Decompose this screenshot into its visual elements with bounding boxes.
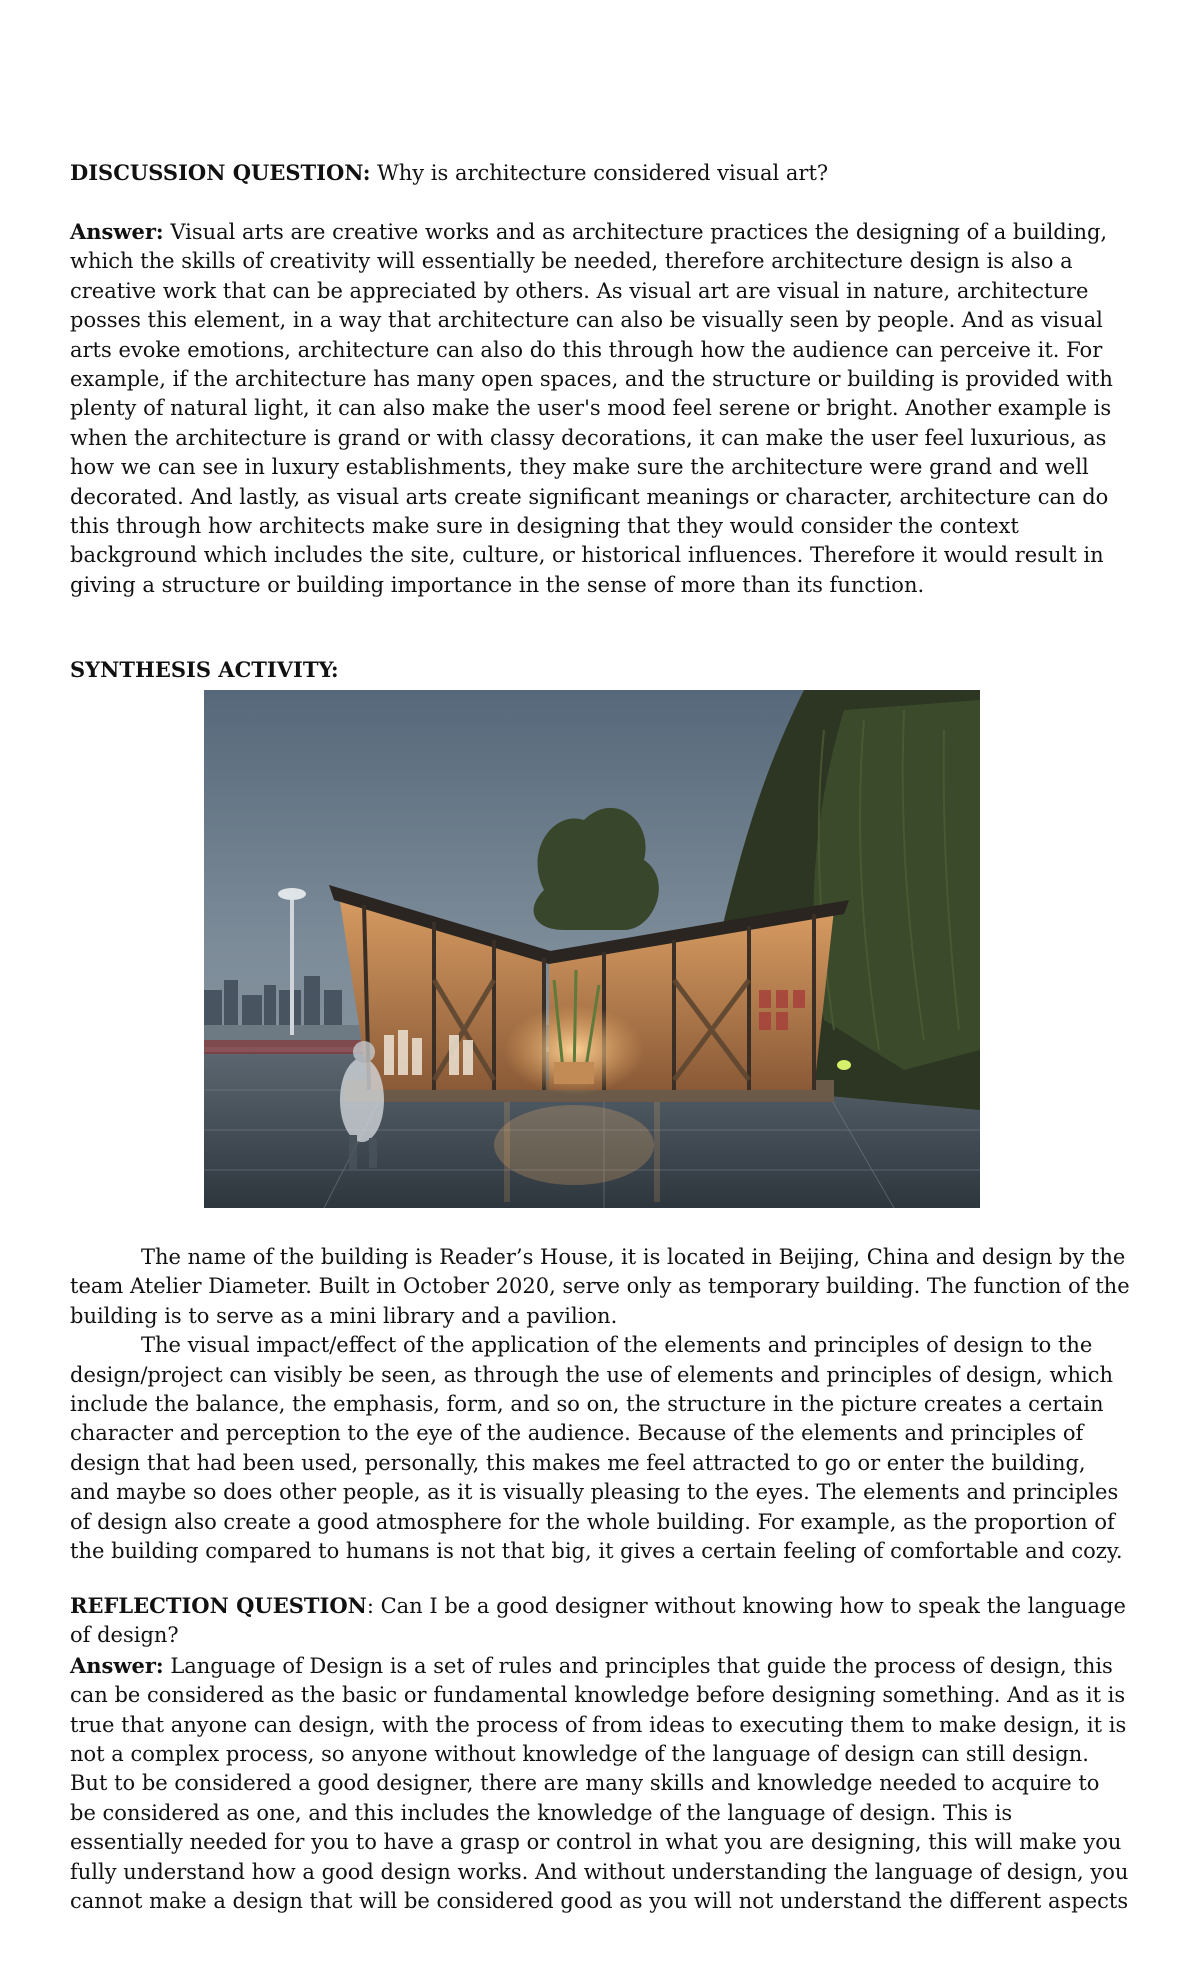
reflection-section (70, 1591, 1130, 1916)
reflection-answer-label: Answer: (70, 1652, 164, 1678)
synthesis-description (70, 1243, 1130, 1566)
discussion-answer (70, 217, 1130, 600)
discussion-answer-text: Visual arts are creative works and as architecture practices the designing of a building, which the skills of creativity will essentially be needed, therefore architecture design is also a creative work that can be appreciated by others. As visual art are visual in nature, architecture posses this element, in a way that architecture can also be visually seen by people. And as visual arts evoke emotions, architecture can also do this through how the audience can perceive it. For example, if the architecture has many open spaces, and the structure or building is provided with plenty of natural light, it can also make the user's mood feel serene or bright. Another example is when the architecture is grand or with classy decorations, it can make the user feel luxurious, as how we can see in luxury establishments, they make sure the architecture were grand and well decorated. And lastly, as visual arts create significant meanings or character, architecture can do this through how architects make sure in designing that they would consider the context background which includes the site, culture, or historical influences. Therefore it would result in giving a structure or building importance in the sense of more than its function. (70, 220, 1113, 597)
reflection-question-label: REFLECTION QUESTION (70, 1593, 367, 1618)
discussion-question (70, 158, 1130, 188)
synthesis-heading (70, 655, 1130, 685)
synthesis-label: SYNTHESIS ACTIVITY: (70, 657, 339, 682)
discussion-question-label: DISCUSSION QUESTION: (70, 160, 371, 185)
readers-house-photo (204, 690, 980, 1208)
reflection-question-text: : Can I be a good designer without knowing how to speak the language of design? (70, 1594, 1126, 1648)
reflection-answer-text: Language of Design is a set of rules and principles that guide the process of design, this can be considered as the basic or fundamental knowledge before designing something. And as it is true that anyone can design, with the process of from ideas to executing them to make design, it is not a complex process, so anyone without knowledge of the language of design can still design. But to be considered a good designer, there are many skills and knowledge needed to acquire to be considered as one, and this includes the knowledge of the language of design. This is essentially needed for you to have a grasp or control in what you are designing, this will make you fully understand how a good design works. And without understanding the language of design, you cannot make a design that will be considered good as you will not understand the different aspects (70, 1653, 1129, 1914)
discussion-answer-label: Answer: (70, 219, 164, 244)
synthesis-paragraph-1: The name of the building is Reader’s House, it is located in Beijing, China and design by the team Atelier Diameter. Built in October 2020, serve only as temporary building. The function of the building is to serve as a mini library and a pavilion. (70, 1245, 1130, 1328)
synthesis-paragraph-2: The visual impact/effect of the application of the elements and principles of design to the design/project can visibly be seen, as through the use of elements and principles of design, which include the balance, the emphasis, form, and so on, the structure in the picture creates a certain character and perception to the eye of the audience. Because of the elements and principles of design that had been used, personally, this makes me feel attracted to go or enter the building, and maybe so does other people, as it is visually pleasing to the eyes. The elements and principles of design also create a good atmosphere for the whole building. For example, as the proportion of the building compared to humans is not that big, it gives a certain feeling of comfortable and cozy. (70, 1333, 1123, 1564)
discussion-question-text: Why is architecture considered visual art? (370, 161, 829, 185)
